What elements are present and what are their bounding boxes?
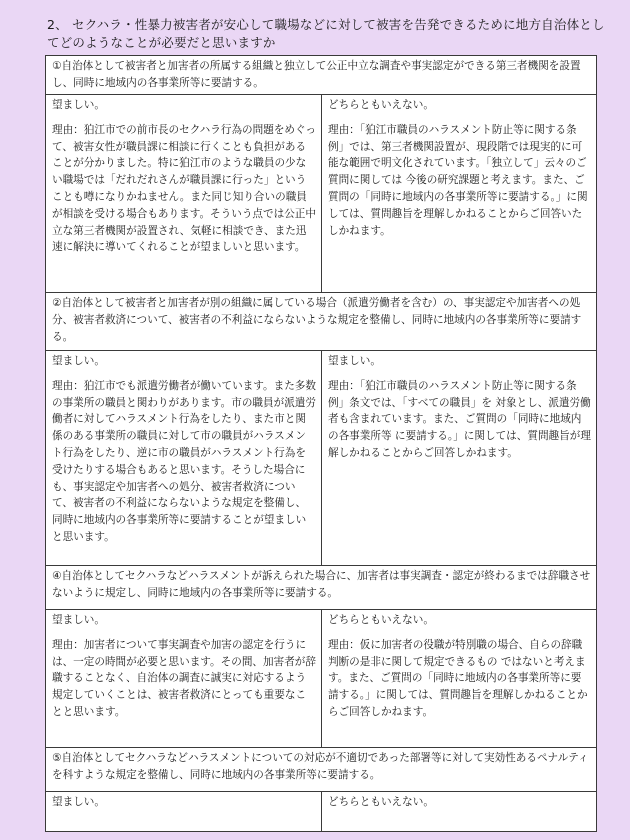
answer-row	[46, 792, 597, 832]
answer-cell-left	[46, 610, 322, 748]
answer-cell-right	[322, 351, 597, 566]
questionnaire-table	[45, 55, 597, 832]
answer-choice: どちらともいえない。	[328, 796, 434, 808]
answer-reason: 理由：「狛江市職員のハラスメント防止等に関する条例」条文では、「すべての職員」を 対象とし、派遣労働者も含まれています。また、ご質問の「同時に地域内の各事業所等 に要請する。」に関しては、質問趣旨が理解しかねることからご回答しかねます。	[328, 379, 591, 459]
answer-reason: 理由：仮に加害者の役職が特別職の場合、自らの辞職判断の是非に関して規定できるもの ではないと考えます。また、ご質問の「同時に地域内の各事業所等に要請する。」に関しては、質問趣旨を理解しかねることからご回答しかねます。	[328, 638, 588, 718]
answer-choice: 望ましい。	[52, 99, 105, 111]
answer-cell-right	[322, 610, 597, 748]
answer-choice: 望ましい。	[328, 355, 381, 367]
page-heading: 2、 セクハラ・性暴力被害者が安心して職場などに対して被害を告発できるために地方自治体としてどのようなことが必要だと思いますか	[47, 17, 605, 50]
answer-reason: 理由：「狛江市職員のハラスメント防止等に関する条例」では、第三者機関設置が、現段階では現実的に可能な範囲で明文化されています。「独立して」云々のご質問に関しては 今後の研究課題と考えます。また、ご質問の「同時に地域内の各事業所等に要請する。」に関しては、質問趣旨を理解しかねることからご回答いたしかねます。	[328, 123, 588, 237]
answer-reason: 理由：加害者について事実調査や加害の認定を行うには、一定の時間が必要と思います。その間、加害者が辞職することなく、自治体の調査に誠実に対応するよう規定していくことは、被害者救済にとっても重要なことと思います。	[52, 638, 316, 718]
answer-reason: 理由：狛江市での前市長のセクハラ行為の問題をめぐって、被害女性が職員課に相談に行くことも負担があることが分かりました。特に狛江市のような職員の少ない職場では「だれだれさんが職員課に行った」ということも噂になりかねません。また同じ知り合いの職員が相談を受ける場合もあります。そういう点では公正中立な第三者機関が設置され、気軽に相談でき、また迅速に解決に導いてくれることが望ましいと思います。	[52, 123, 316, 254]
answer-choice: どちらともいえない。	[328, 614, 434, 626]
answer-cell-right	[322, 792, 597, 832]
answer-choice: どちらともいえない。	[328, 99, 434, 111]
question-row	[46, 56, 597, 95]
answer-row	[46, 610, 597, 748]
question-cell: ④自治体としてセクハラなどハラスメントが訴えられた場合に、加害者は事実調査・認定が終わるまでは辞職させないように規定し、同時に地域内の各事業所等に要請する。	[46, 566, 597, 610]
answer-choice: 望ましい。	[52, 614, 105, 626]
question-cell: ②自治体として被害者と加害者が別の組織に属している場合（派遣労働者を含む）の、事実認定や加害者への処分、被害者救済について、被害者の不利益にならないような規定を整備し、同時に地域内の各事業所等に要請する。	[46, 293, 597, 351]
answer-cell-left	[46, 95, 322, 293]
question-cell: ⑤自治体としてセクハラなどハラスメントについての対応が不適切であった部署等に対して実効性あるペナルティを科すような規定を整備し、同時に地域内の各事業所等に要請する。	[46, 748, 597, 792]
answer-cell-left	[46, 792, 322, 832]
answer-row	[46, 95, 597, 293]
answer-choice: 望ましい。	[52, 796, 105, 808]
answer-reason: 理由：狛江市でも派遣労働者が働いています。また多数の事業所の職員と関わりがあります。市の職員が派遣労働者に対してハラスメント行為をしたり、また市と関係のある事業所の職員に対して市の職員がハラスメント行為をしたり、逆に市の職員がハラスメント行為を受けたりする場合もあると思います。そうした場合にも、事実認定や加害者への処分、被害者救済について、被害者の不利益にならないような規定を整備し、同時に地域内の各事業所等に要請することが望ましいと思います。	[52, 379, 316, 543]
answer-choice: 望ましい。	[52, 355, 105, 367]
answer-row	[46, 351, 597, 566]
answer-cell-right	[322, 95, 597, 293]
question-cell: ①自治体として被害者と加害者の所属する組織と独立して公正中立な調査や事実認定ができる第三者機関を設置し、同時に地域内の各事業所等に要請する。	[46, 56, 597, 95]
question-row	[46, 748, 597, 792]
question-row	[46, 293, 597, 351]
answer-cell-left	[46, 351, 322, 566]
question-row	[46, 566, 597, 610]
